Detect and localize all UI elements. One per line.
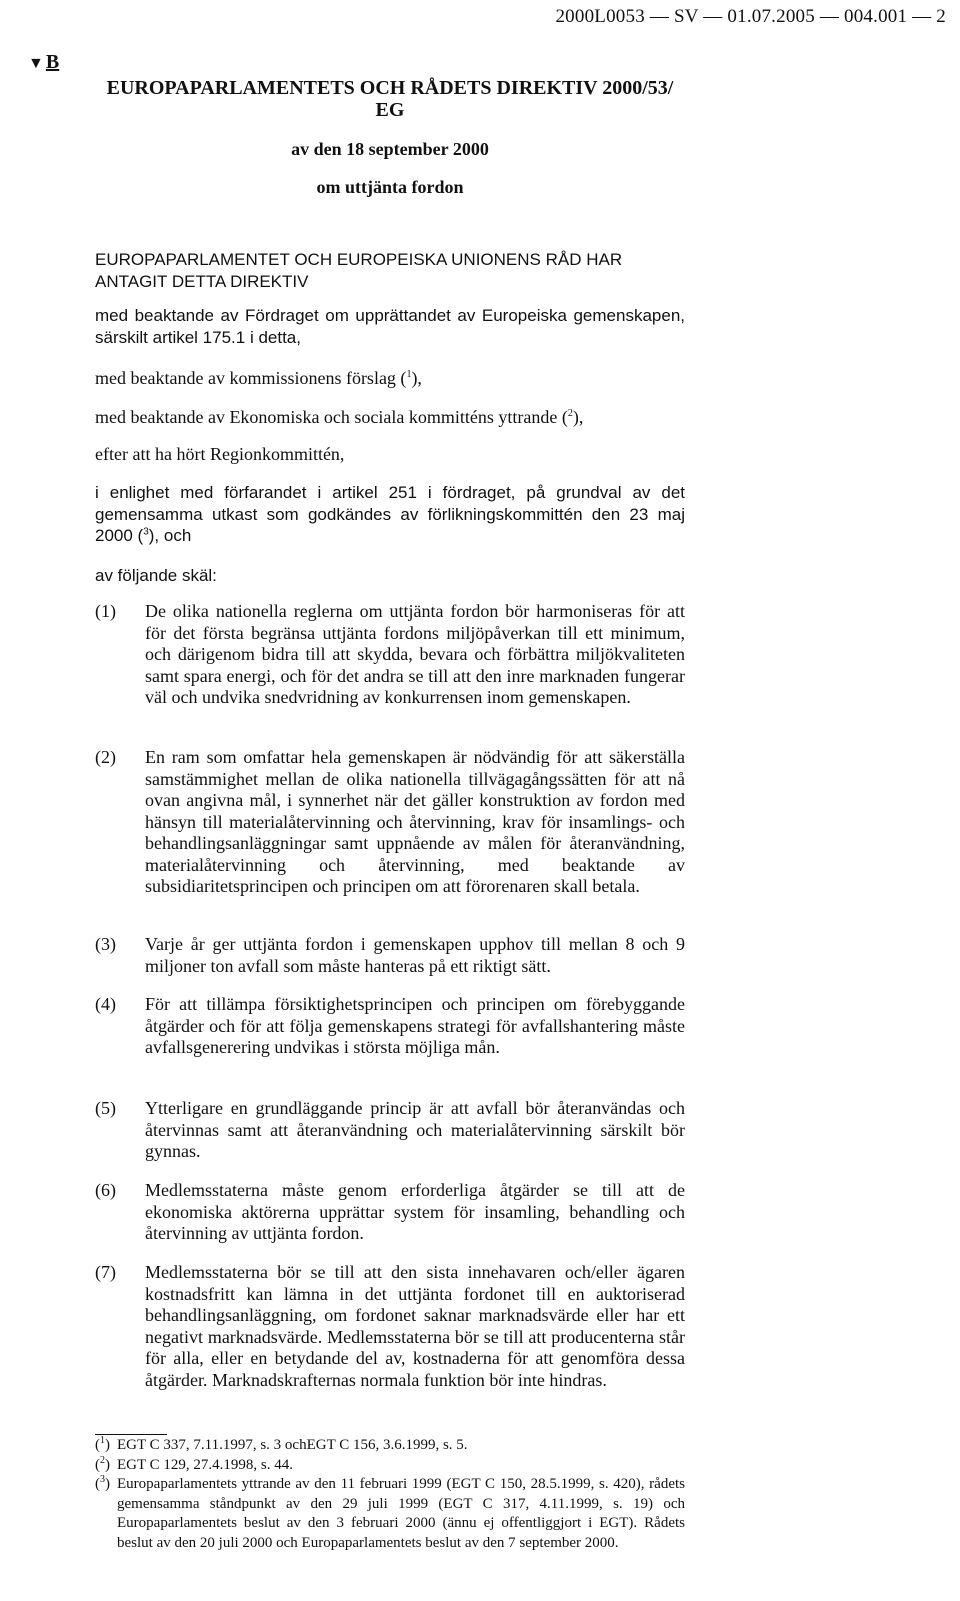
recital-item	[95, 1098, 685, 1163]
citation-regions: efter att ha hört Regionkommittén,	[95, 444, 345, 464]
footnote	[95, 1436, 685, 1456]
date-line: av den 18 september 2000	[291, 139, 489, 159]
citation-end: ),	[572, 407, 584, 427]
footnote-number: ($^1$)	[95, 1435, 110, 1453]
recital-item	[95, 934, 685, 977]
citation-text: med beaktande av Ekonomiska och sociala kommitténs yttrande (	[95, 407, 568, 427]
recital-number: (5)	[95, 1098, 116, 1118]
citation-treaty: med beaktande av Fördraget om upprättandet av Europeiska gemenskapen, särskilt artikel 175.1 i detta,	[95, 306, 685, 347]
citation-end: ), och	[148, 526, 192, 545]
recital-text: De olika nationella reglerna om uttjänta fordon bör harmoniseras för att för det första begränsa uttjänta fordons miljöpåverkan till ett minimum, och därigenom bidra till att skydda, bevara och förbättra miljökvaliteten samt spara energi, och för det andra se till att den inre marknaden fungerar väl och undvika snedvridning av konkurrensen inom gemenskapen.	[145, 601, 685, 707]
recital-number: (7)	[95, 1262, 116, 1282]
footnote	[95, 1475, 685, 1553]
recital-number: (4)	[95, 994, 116, 1014]
footnote-number: ($^2$)	[95, 1454, 110, 1473]
recital-number: (3)	[95, 934, 116, 954]
recital-text: Ytterligare en grundläggande princip är att avfall bör återanvändas och återvinnas samt att återanvändning och materialåtervinning särskilt bör gynnas.	[145, 1098, 685, 1161]
footnote-divider	[95, 1434, 167, 1435]
footnotes	[95, 1436, 685, 1553]
footnote-ref[interactable]: 2	[567, 408, 573, 419]
footnote-text: Europaparlamentets yttrande av den 11 februari 1999 (EGT C 150, 28.5.1999, s. 420), rådets gemensamma ståndpunkt av den 29 juli 1999 (EGT C 317, 4.11.1999, s. 19) och Europaparlamentets beslut av den 3 februari 2000 (ännu ej offentliggjort i EGT). Rådets beslut av den 20 juli 2000 och Europaparlamentets beslut av den 7 september 2000.	[117, 1476, 685, 1551]
recital-text: Varje år ger uttjänta fordon i gemenskapen upphov till mellan 8 och 9 miljoner ton avfall som måste hanteras på ett riktigt sätt.	[145, 934, 685, 976]
recital-item	[95, 1262, 685, 1391]
preamble-heading: EUROPAPARLAMENTET OCH EUROPEISKA UNIONENS RÅD HAR ANTAGIT DETTA DIREKTIV	[95, 250, 623, 291]
footnote	[95, 1456, 685, 1476]
recitals-intro: av följande skäl:	[95, 566, 217, 585]
page-header: 2000L0053 — SV — 01.07.2005 — 004.001 — 2	[555, 6, 946, 27]
recital-text: Medlemsstaterna måste genom erforderliga åtgärder se till att de ekonomiska aktörerna upprättar system för insamling, behandling och återvinning av uttjänta fordon.	[145, 1180, 685, 1243]
amendment-marker	[28, 51, 59, 74]
recital-text: En ram som omfattar hela gemenskapen är nödvändig för att säkerställa samstämmighet mellan de olika nationella tillvägagångssätten för att nå ovan angivna mål, i synnerhet när det gäller konstruktion av fordon med hänsyn till materialåtervinning och återvinning, krav för insamlings- och behandlingsanläggningar samt uppnående av målen för återanvändning, materialåtervinning och återvinning, med beaktande av subsidiaritetsprincipen och principen om att förorenaren skall betala.	[145, 747, 685, 896]
citation-text: med beaktande av kommissionens förslag (	[95, 368, 407, 388]
recital-item	[95, 601, 685, 709]
recital-item	[95, 747, 685, 898]
citation-procedure	[95, 482, 685, 547]
citation-text: i enlighet med förfarandet i artikel 251 i fördraget, på grundval av det gemensamma utkast som godkändes av förlikningskommittén den 23 maj 2000 (	[95, 483, 685, 545]
recital-number: (1)	[95, 601, 116, 621]
recital-number: (6)	[95, 1180, 116, 1200]
marker-letter: B	[45, 51, 60, 73]
document-title: EUROPAPARLAMENTETS OCH RÅDETS DIREKTIV 2000/53/ EG	[106, 77, 674, 121]
citation-commission	[95, 368, 685, 390]
recital-item	[95, 1180, 685, 1245]
triangle-marker-icon: ▼	[28, 55, 44, 72]
footnote-text: EGT C 129, 27.4.1998, s. 44.	[117, 1456, 293, 1473]
footnote-number: ($^3$)	[95, 1474, 110, 1492]
recital-text: För att tillämpa försiktighetsprincipen och principen om förebyggande åtgärder och för att följa gemenskapens strategi för avfallshantering måste avfallsgenerering undvikas i största möjliga mån.	[145, 994, 685, 1057]
footnote-ref[interactable]: 1	[406, 369, 412, 380]
recital-text: Medlemsstaterna bör se till att den sista innehavaren och/eller ägaren kostnadsfritt kan lämna in det uttjänta fordonet till en auktoriserad behandlingsanläggning, om fordonet saknar marknadsvärde eller har ett negativt marknadsvärde. Medlemsstaterna bör se till att producenterna står för alla, eller en betydande del av, kostnaderna för att genomföra dessa åtgärder. Marknadskrafternas normala funktion bör inte hindras.	[145, 1262, 685, 1390]
subject-line: om uttjänta fordon	[316, 177, 464, 197]
footnote-text: EGT C 337, 7.11.1997, s. 3 ochEGT C 156, 3.6.1999, s. 5.	[117, 1437, 468, 1453]
citation-committee	[95, 407, 685, 429]
recital-item	[95, 994, 685, 1059]
recital-number: (2)	[95, 747, 116, 767]
citation-end: ),	[411, 368, 422, 388]
footnote-ref[interactable]: 3	[143, 526, 149, 538]
